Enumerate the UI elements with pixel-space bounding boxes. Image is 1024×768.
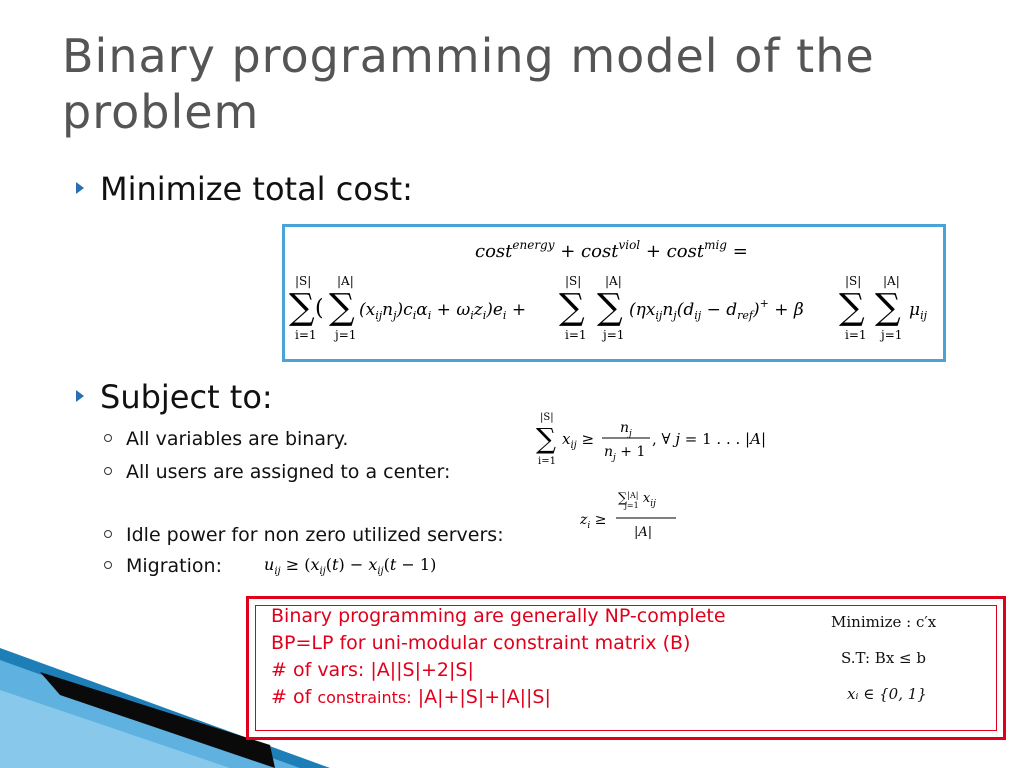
note-line-vars: # of vars: |A||S|+2|S| — [271, 659, 474, 681]
svg-text:xij ≥: $x_{ij}$ ≥ — [562, 430, 595, 451]
bullet-minimize-text: Minimize total cost: — [100, 170, 413, 208]
svg-text:∑: ∑ — [289, 287, 315, 328]
migration-formula — [262, 550, 482, 580]
note-line-constraints-small: constraints: — [317, 688, 412, 707]
svg-text:j=1: j=1 — [335, 328, 357, 342]
triangle-bullet-icon — [76, 390, 84, 402]
cost-formula — [285, 227, 943, 359]
svg-text:∑: ∑ — [536, 422, 556, 455]
sub-item-assigned — [104, 461, 450, 483]
sub-item-idle-power-text: Idle power for non zero utilized servers: — [126, 524, 504, 546]
svg-text:(ηxijnj(dij − dref)+ + β: ($\eta x_{ij}n_j(d_{ij} - d_{ref})^+ + \beta$ — [629, 297, 804, 322]
svg-text:nj + 1: $n_j + 1$ — [604, 444, 646, 463]
svg-text:∑: ∑ — [875, 287, 901, 328]
svg-text:zi ≥: $z_i$ ≥ — [580, 512, 607, 531]
bullet-subject-to — [76, 378, 273, 416]
note-line-unimodular: BP=LP for uni-modular constraint matrix (B) — [271, 632, 691, 654]
svg-text:∑: ∑ — [329, 287, 355, 328]
svg-text:|A|: |A| — [883, 274, 900, 288]
svg-text:i=1: i=1 — [538, 456, 556, 467]
svg-text:costenergy + costviol + costmi: cost$^{energy}$ + cost$^{viol}$ + cost$^{mig}$ = — [475, 238, 748, 262]
model-domain: xᵢ ∈ {0, 1} — [847, 685, 927, 703]
svg-text:∑: ∑ — [559, 287, 585, 328]
svg-text:j=1: j=1 — [881, 328, 903, 342]
svg-text:∑: ∑ — [597, 287, 623, 328]
svg-text:∑: ∑ — [839, 287, 865, 328]
triangle-bullet-icon — [76, 182, 84, 194]
note-line-constraints-rest: |A|+|S|+|A||S| — [417, 686, 551, 708]
model-subject-to: S.T: Bx ≤ b — [841, 649, 926, 667]
note-line-1-clip — [271, 605, 793, 631]
circle-bullet-icon — [104, 530, 112, 538]
idle-power-formula — [578, 488, 688, 546]
svg-text:μij: $\mu_{ij}$ — [909, 300, 927, 322]
svg-text:i=1: i=1 — [295, 328, 317, 342]
sub-item-binary — [104, 428, 348, 450]
slide-title: Binary programming model of the problem — [62, 29, 875, 139]
svg-text:|S|: |S| — [565, 274, 582, 288]
svg-text:nj: $n_j$ — [620, 420, 632, 439]
svg-text:(: ( — [315, 296, 324, 321]
circle-bullet-icon — [104, 434, 112, 442]
note-line-np-complete: Binary programming are generally NP-complete — [271, 605, 726, 627]
svg-text:(xijnj)ciαi + ωizi)ei +: $(x_{ij}n_j)c_i\alpha_i + \omega_iz_i)e_i$ + — [359, 300, 527, 322]
sub-item-migration — [104, 555, 222, 577]
sub-item-migration-text: Migration: — [126, 555, 222, 577]
svg-text:|S|: |S| — [540, 412, 554, 423]
bullet-minimize — [76, 170, 413, 208]
circle-bullet-icon — [104, 467, 112, 475]
svg-text:i=1: i=1 — [845, 328, 867, 342]
note-line-constraints-prefix: # of — [271, 686, 312, 708]
bullet-subject-to-text: Subject to: — [100, 378, 273, 416]
svg-text:i=1: i=1 — [565, 328, 587, 342]
svg-text:, ∀ j = 1 . . . |A|: , ∀ j = 1 . . . |A| — [652, 430, 766, 448]
np-complete-note-box — [246, 596, 1006, 740]
svg-text:|S|: |S| — [845, 274, 862, 288]
svg-text:|A|: |A| — [605, 274, 622, 288]
sub-item-idle-power — [104, 524, 504, 546]
circle-bullet-icon — [104, 561, 112, 569]
note-line-constraints — [271, 686, 551, 708]
svg-text:|S|: |S| — [295, 274, 312, 288]
svg-text:uij ≥ (xij(t) − xij(t − 1): $u_{ij} \ge (x_{ij}(t) - x_{ij}(t - 1)$ — [264, 555, 437, 577]
cost-formula-box — [282, 224, 946, 362]
svg-text:∑|A|j=1 xij: ∑$^{|A|}$ j=1 $x_{ij}$ — [618, 491, 656, 510]
model-minimize: Minimize : c′x — [831, 613, 937, 631]
svg-text:|A|: |A| — [337, 274, 354, 288]
sub-item-assigned-text: All users are assigned to a center: — [126, 461, 451, 483]
svg-text:j=1: j=1 — [603, 328, 625, 342]
assignment-constraint-formula — [534, 408, 764, 470]
sub-item-binary-text: All variables are binary. — [126, 428, 349, 450]
svg-text:|A|: |A| — [634, 525, 653, 540]
